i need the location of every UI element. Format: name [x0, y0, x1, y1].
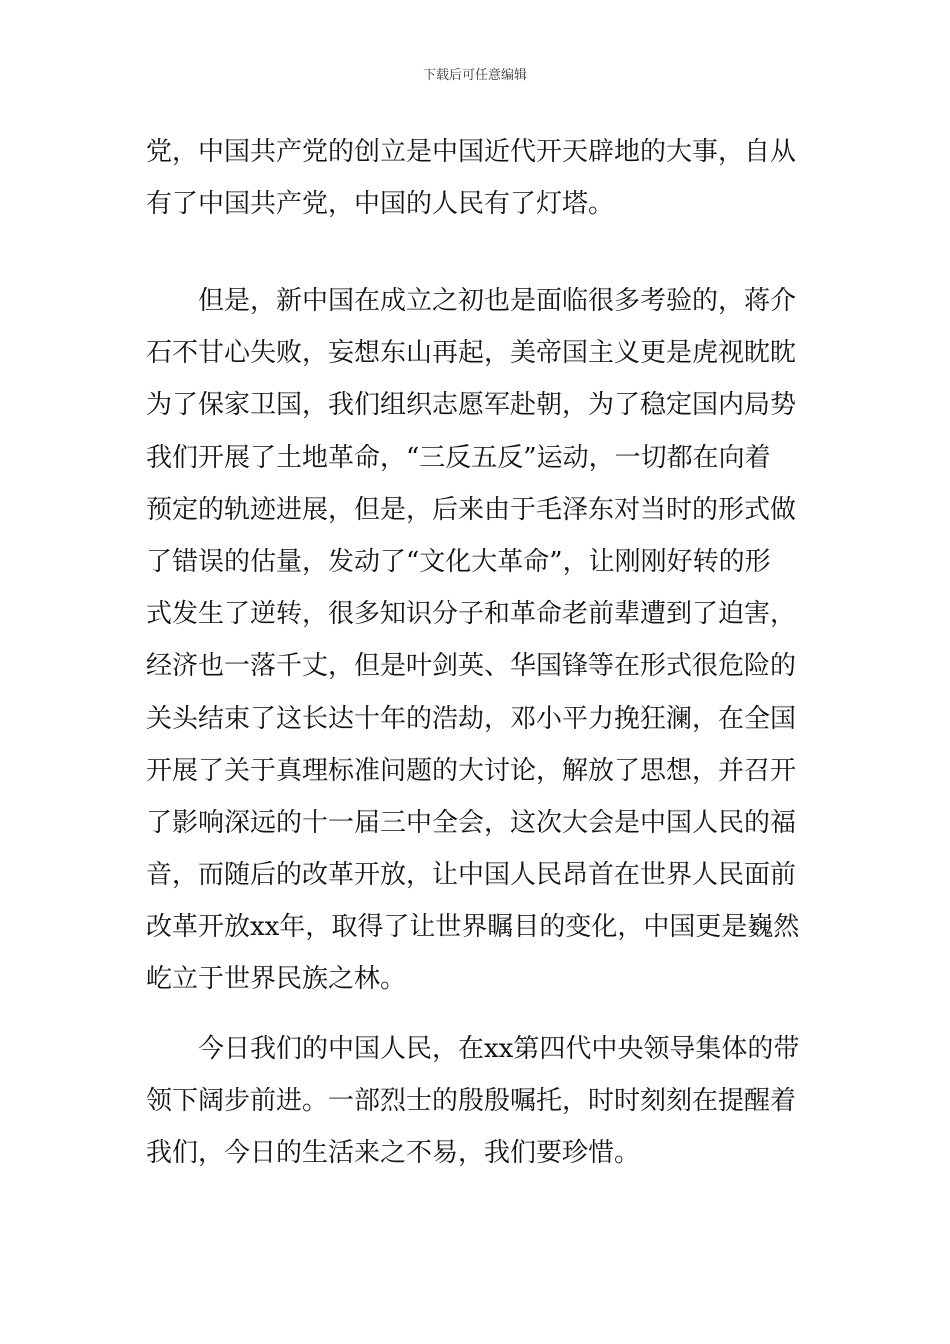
text-line: 为了保家卫国，我们组织志愿军赴朝，为了稳定国内局势: [146, 390, 797, 421]
text-line: 式发生了逆转，很多知识分子和革命老前辈遭到了迫害，: [146, 599, 797, 630]
paragraph-1: [146, 126, 808, 230]
text-line: 改革开放xx年，取得了让世界瞩目的变化，中国更是巍然: [146, 912, 800, 943]
text-line: 预定的轨迹进展，但是，后来由于毛泽东对当时的形式做: [146, 494, 797, 525]
text-line: 经济也一落千丈，但是叶剑英、华国锋等在形式很危险的: [146, 651, 797, 682]
paragraph-3: [146, 1023, 808, 1180]
paragraph-2: [146, 275, 808, 1006]
text-line: 屹立于世界民族之林。: [146, 964, 407, 995]
text-line: 但是，新中国在成立之初也是面临很多考验的，蒋介: [146, 286, 797, 316]
text-line: 领下阔步前进。一部烈士的殷殷嘱托，时时刻刻在提醒着: [146, 1086, 797, 1117]
text-line: 有了中国共产党，中国的人民有了灯塔。: [146, 189, 615, 220]
text-line: 我们开展了土地革命，“三反五反”运动，一切都在向着: [146, 442, 771, 473]
text-line: 石不甘心失败，妄想东山再起，美帝国主义更是虎视眈眈: [146, 338, 797, 369]
page-header: 下载后可任意编辑: [422, 68, 527, 83]
text-line: 了错误的估量，发动了“文化大革命”，让刚刚好转的形: [146, 546, 771, 577]
text-line: 今日我们的中国人民，在xx第四代中央领导集体的带: [146, 1034, 800, 1064]
text-line: 开展了关于真理标准问题的大讨论，解放了思想，并召开: [146, 755, 797, 786]
text-line: 我们，今日的生活来之不易，我们要珍惜。: [146, 1138, 641, 1169]
text-line: 关头结束了这长达十年的浩劫，邓小平力挽狂澜，在全国: [146, 703, 797, 734]
text-line: 音，而随后的改革开放，让中国人民昂首在世界人民面前: [146, 860, 797, 891]
text-line: 了影响深远的十一届三中全会，这次大会是中国人民的福: [146, 807, 797, 838]
text-line: 党，中国共产党的创立是中国近代开天辟地的大事，自从: [146, 137, 797, 167]
